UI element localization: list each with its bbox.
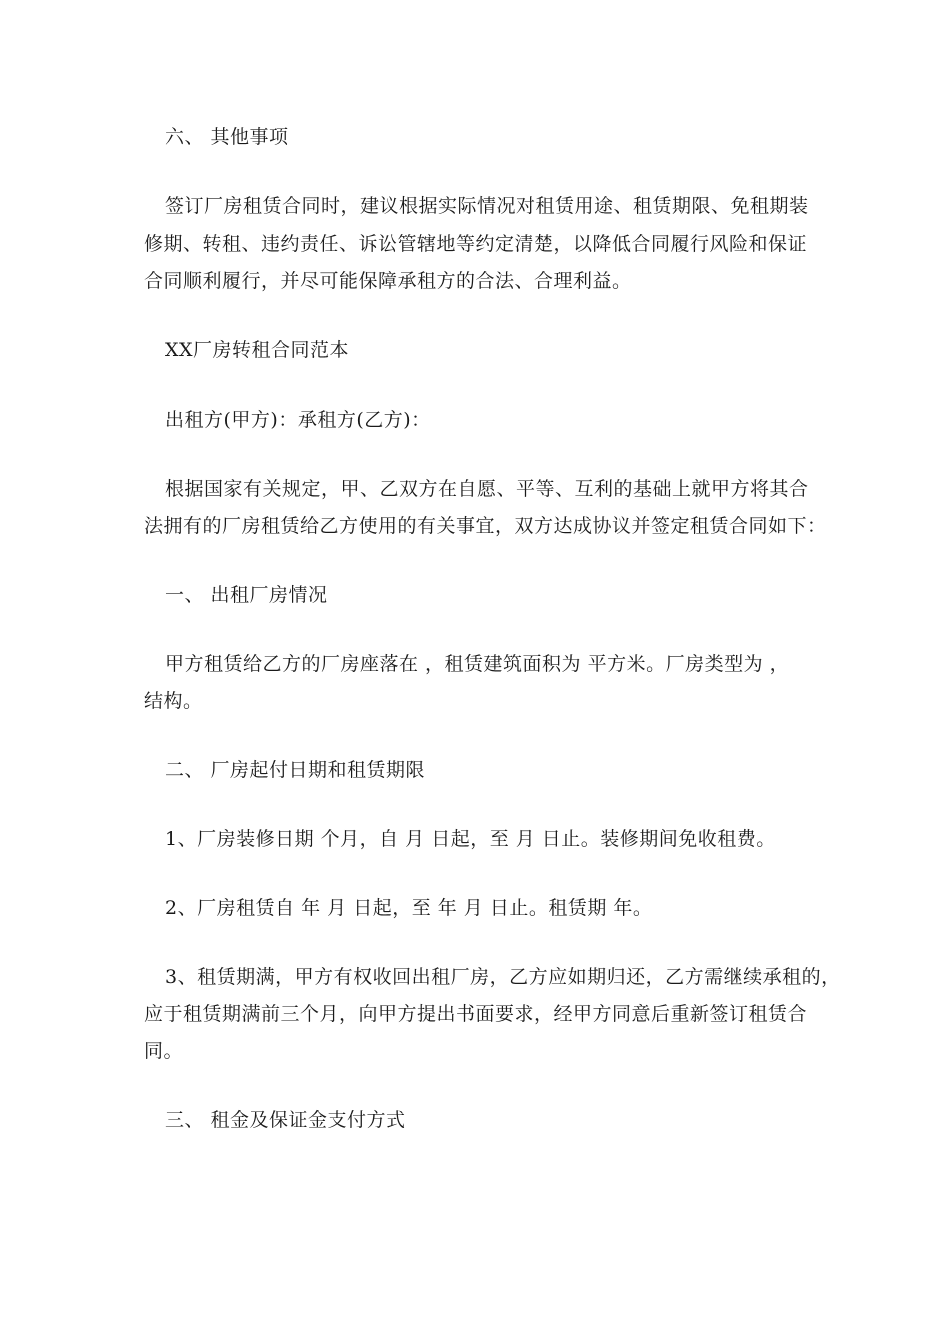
item-3-line-3: 同。	[144, 1040, 184, 1062]
item-3-line-2: 应于租赁期满前三个月，向甲方提出书面要求，经甲方同意后重新签订租赁合	[144, 1003, 808, 1025]
section-2-heading: 二、 厂房起付日期和租赁期限	[165, 759, 426, 781]
paragraph-2-line-2: 法拥有的厂房租赁给乙方使用的有关事宜，双方达成协议并签定租赁合同如下：	[144, 515, 827, 537]
paragraph-3-line-2: 结构。	[144, 690, 203, 712]
paragraph-1-line-3: 合同顺利履行，并尽可能保障承租方的合法、合理利益。	[144, 270, 632, 292]
paragraph-1-line-2: 修期、转租、违约责任、诉讼管辖地等约定清楚，以降低合同履行风险和保证	[144, 233, 808, 255]
section-6-heading: 六、 其他事项	[165, 126, 289, 148]
paragraph-2-line-1: 根据国家有关规定，甲、乙双方在自愿、平等、互利的基础上就甲方将其合	[165, 478, 809, 500]
paragraph-3-line-1: 甲方租赁给乙方的厂房座落在 ，租赁建筑面积为 平方米。厂房类型为 ，	[165, 653, 790, 675]
template-title: XX厂房转租合同范本	[165, 339, 350, 361]
section-3-heading: 三、 租金及保证金支付方式	[165, 1109, 406, 1131]
section-1-heading: 一、 出租厂房情况	[165, 584, 328, 606]
item-1: 1、厂房装修日期 个月，自 月 日起，至 月 日止。装修期间免收租费。	[165, 828, 776, 850]
parties-line: 出租方(甲方)：承租方(乙方)：	[165, 409, 431, 431]
paragraph-1-line-1: 签订厂房租赁合同时，建议根据实际情况对租赁用途、租赁期限、免租期装	[165, 195, 809, 217]
item-3-line-1: 3、租赁期满，甲方有权收回出租厂房，乙方应如期归还，乙方需继续承租的，	[165, 966, 841, 988]
item-2: 2、厂房租赁自 年 月 日起，至 年 月 日止。租赁期 年。	[165, 897, 653, 919]
